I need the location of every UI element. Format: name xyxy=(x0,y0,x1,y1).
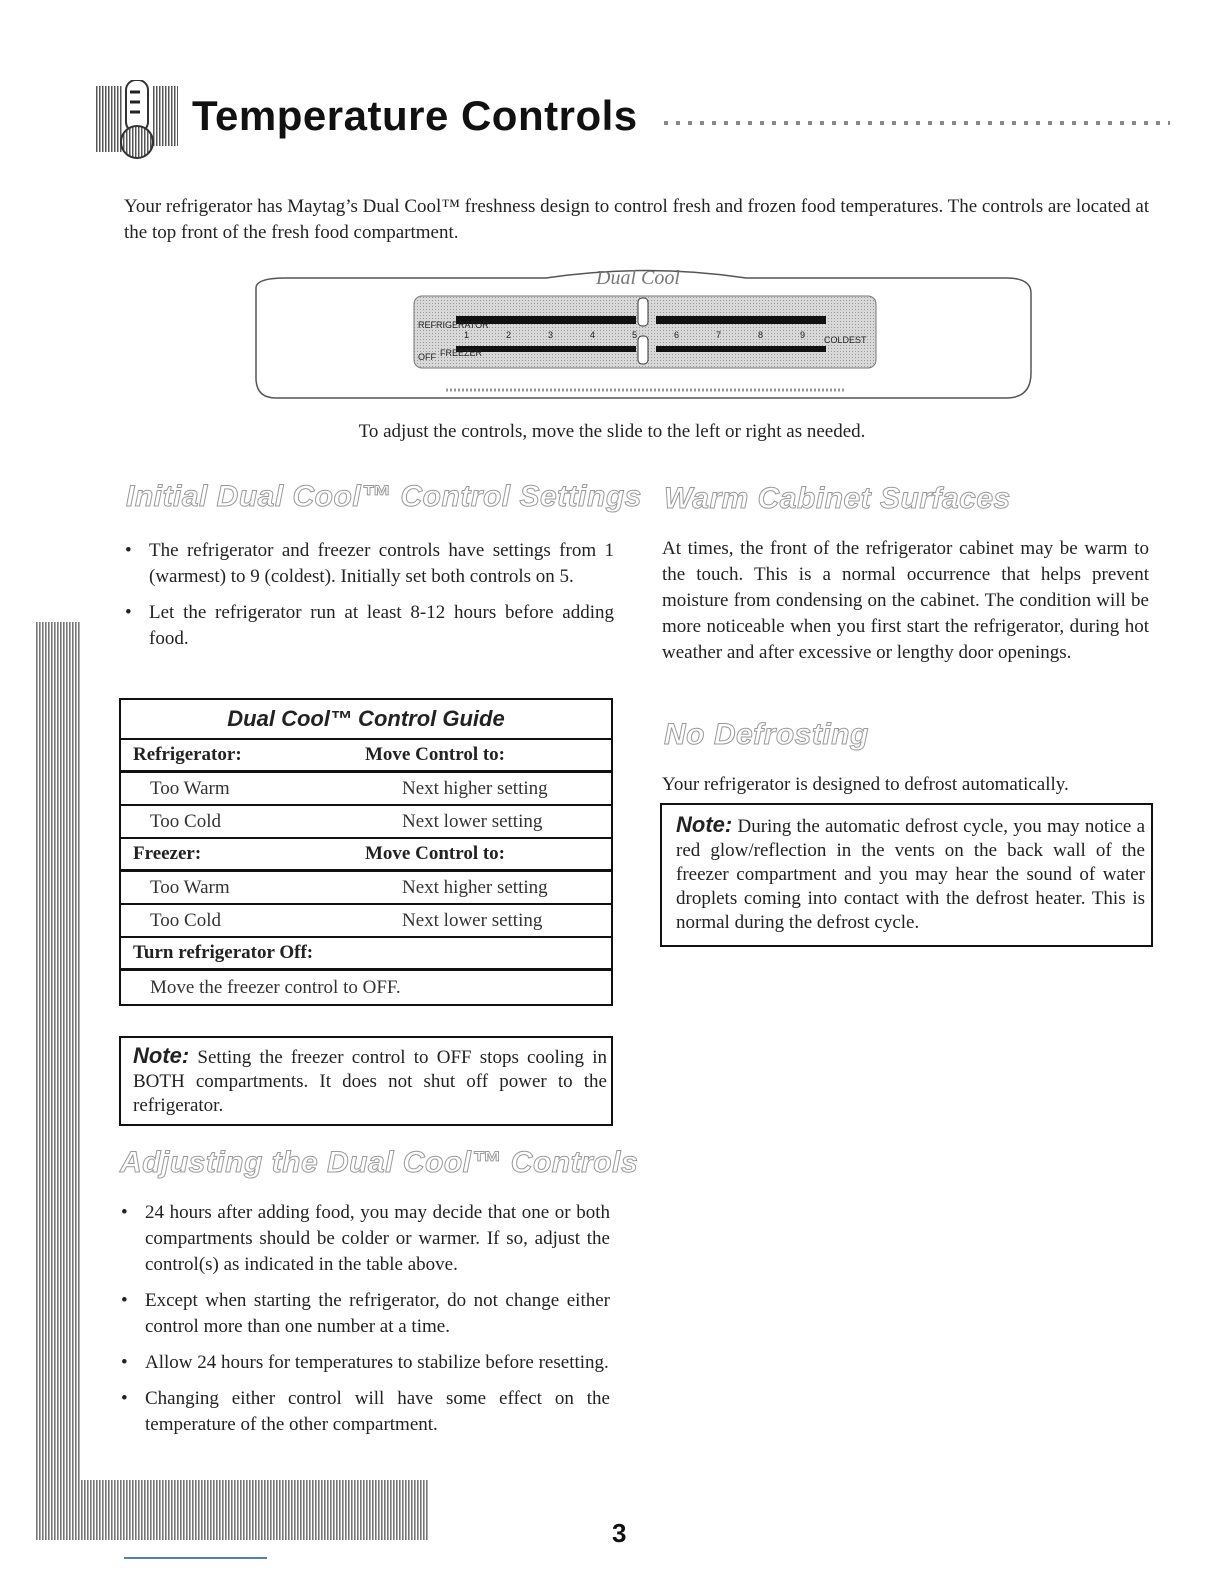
action-cell: Next higher setting xyxy=(402,876,548,898)
action-cell: Next lower setting xyxy=(402,909,543,931)
panel-scale-number: 9 xyxy=(800,330,806,340)
condition-cell: Too Warm xyxy=(150,777,230,799)
note-text: Setting the freezer control to OFF stops cooling in BOTH compartments. It does not shut off power to the refrigerator. xyxy=(133,1047,607,1116)
panel-coldest-label: COLDEST xyxy=(824,335,867,345)
panel-scale-number: 4 xyxy=(590,330,596,340)
list-item: • Except when starting the refrigerator, do not change either control more than one number at a time. xyxy=(116,1288,610,1340)
table-row xyxy=(121,905,611,938)
turn-off-header: Turn refrigerator Off: xyxy=(133,942,314,963)
panel-refrigerator-label: REFRIGERATOR xyxy=(418,320,489,330)
freezer-header: Freezer: xyxy=(133,843,202,864)
panel-brand-logo: Dual Cool xyxy=(596,267,680,289)
panel-off-label: OFF xyxy=(418,352,436,362)
page-number: 3 xyxy=(612,1518,627,1548)
adjusting-heading: Adjusting the Dual Cool™ Controls xyxy=(120,1146,639,1179)
panel-scale-number: 2 xyxy=(506,330,512,340)
table-row xyxy=(121,740,611,773)
note-label: Note: xyxy=(676,812,733,837)
note-box-off xyxy=(119,1036,613,1126)
thermometer-icon xyxy=(96,80,178,160)
action-cell: Next higher setting xyxy=(402,777,548,799)
initial-settings-list xyxy=(120,538,614,662)
decorative-bottom-strip xyxy=(36,1480,428,1540)
page-title: Temperature Controls xyxy=(192,92,638,139)
list-item: • Allow 24 hours for temperatures to stabilize before resetting. xyxy=(116,1350,610,1376)
panel-scale-number: 3 xyxy=(548,330,554,340)
initial-settings-heading: Initial Dual Cool™ Control Settings xyxy=(126,480,642,513)
no-defrosting-heading: No Defrosting xyxy=(664,718,869,751)
condition-cell: Too Cold xyxy=(150,909,221,931)
action-cell: Next lower setting xyxy=(402,810,543,832)
table-row xyxy=(121,839,611,872)
turn-off-text: Move the freezer control to OFF. xyxy=(150,976,401,998)
intro-paragraph: Your refrigerator has Maytag’s Dual Cool™ freshness design to control fresh and frozen food temperatures. The controls are located at the top front of the fresh food compartment. xyxy=(124,196,1150,243)
control-guide-title: Dual Cool™ Control Guide xyxy=(121,700,611,740)
warm-cabinet-text: At times, the front of the refrigerator cabinet may be warm to the touch. This is a normal occurrence that helps prevent moisture from condensing on the cabinet. The condition will be more noticeable when you first start the refrigerator, during hot weather and after excessive or lengthy door openings. xyxy=(662,538,1149,663)
table-row xyxy=(121,938,611,971)
control-guide-table xyxy=(119,698,613,1006)
adjusting-list xyxy=(116,1200,610,1448)
footer-line xyxy=(124,1557,267,1559)
list-item: • Let the refrigerator run at least 8-12 hours before adding food. xyxy=(120,600,614,652)
title-dot-leader xyxy=(662,118,1172,128)
panel-scale-number: 6 xyxy=(674,330,680,340)
panel-scale-number: 1 xyxy=(464,330,470,340)
table-row xyxy=(121,872,611,905)
list-item: • Changing either control will have some effect on the temperature of the other compartment. xyxy=(116,1386,610,1438)
condition-cell: Too Warm xyxy=(150,876,230,898)
panel-freezer-label: FREEZER xyxy=(440,348,483,358)
table-row xyxy=(121,971,611,1004)
note-text: During the automatic defrost cycle, you may notice a red glow/reflection in the vents on the back wall of the freezer compartment and you may hear the sound of water droplets coming into contact with the defrost heater. This is normal during the defrost cycle. xyxy=(676,816,1145,933)
note-label: Note: xyxy=(133,1043,190,1068)
list-item: • 24 hours after adding food, you may decide that one or both compartments should be colder or warmer. If so, adjust the control(s) as indicated in the table above. xyxy=(116,1200,610,1278)
note-box-defrost xyxy=(660,803,1153,947)
panel-scale-number: 5 xyxy=(632,330,638,340)
panel-scale-number: 8 xyxy=(758,330,764,340)
table-row xyxy=(121,806,611,839)
move-control-header: Move Control to: xyxy=(365,744,506,765)
condition-cell: Too Cold xyxy=(150,810,221,832)
warm-cabinet-heading: Warm Cabinet Surfaces xyxy=(664,482,1011,515)
no-defrosting-text: Your refrigerator is designed to defrost automatically. xyxy=(662,774,1069,795)
table-row xyxy=(121,773,611,806)
refrigerator-header: Refrigerator: xyxy=(133,744,242,765)
panel-caption: To adjust the controls, move the slide to the left or right as needed. xyxy=(358,421,866,442)
panel-scale-number: 7 xyxy=(716,330,722,340)
list-item: • The refrigerator and freezer controls have settings from 1 (warmest) to 9 (coldest). Initially set both controls on 5. xyxy=(120,538,614,590)
decorative-side-strip xyxy=(36,622,80,1540)
dual-cool-control-panel xyxy=(246,258,1036,408)
move-control-header: Move Control to: xyxy=(365,843,506,864)
